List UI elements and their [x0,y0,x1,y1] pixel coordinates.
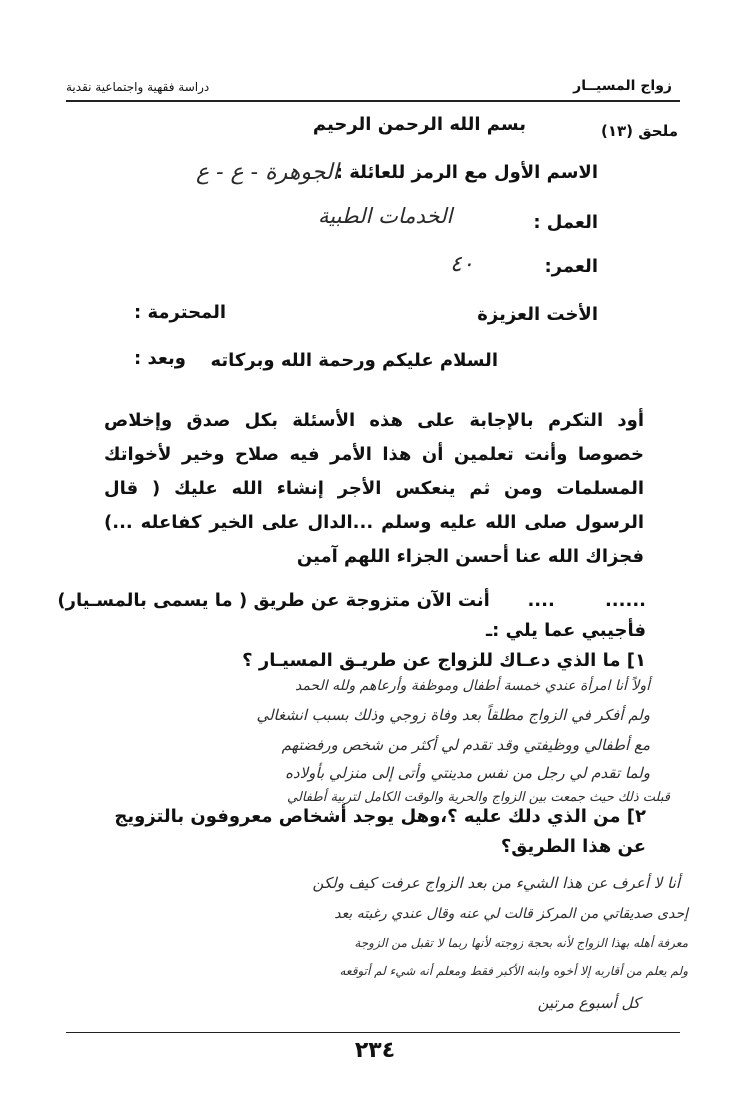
married-line-text: أنت الآن متزوجة عن طريق ( ما يسمى بالمسـيار) [57,590,490,611]
married-line-dots-mid: .... [527,590,555,611]
answer-prompt: فأجيبي عما يلي :ـ [485,620,646,641]
appendix-label: ملحق (١٣) [601,122,678,140]
page-number: ٢٣٤ [354,1038,396,1063]
basmala: بسم الله الرحمن الرحيم [312,114,526,135]
book-title: زواج المسيــار [573,78,672,94]
work-label: العمل : [533,212,598,233]
greeting-sister: الأخت العزيزة [477,304,598,325]
book-subtitle: دراسة فقهية واجتماعية نقدية [66,80,210,94]
q2-answer-line: إحدى صديقاتي من المركز قالت لي عنه وقال عندي رغبته بعد [334,906,688,922]
married-line-dots-right: ...... [604,590,646,611]
question-2-number: ٢] [626,806,646,827]
name-value-handwritten: الجوهرة - ع - ع [196,160,339,185]
intro-paragraph: أود التكرم بالإجابة على هذه الأسئلة بكل صدق وإخلاص خصوصا وأنت تعلمين أن هذا الأمر فيه صلاح وخير لأخواتك المسلمات ومن ثم ينعكس الأجر إنشاء الله عليك ( قال الرسول صلى الله عليه وسلم ...الدال على الخير كفاعله ...) فجزاك الله عنا أحسن الجزاء اللهم آمين [104,410,644,567]
greeting-respected: المحترمة : [134,302,227,323]
footer-rule [66,1032,680,1033]
q2-answer-line: أنا لا أعرف عن هذا الشيء من بعد الزواج عرفت كيف ولكن [312,874,680,892]
header-rule [66,100,680,102]
q1-answer-line: ولم أفكر في الزواج مطلقاً بعد وفاة زوجي وذلك بسبب انشغالي [256,706,650,724]
age-label: العمر: [544,256,598,277]
married-line [57,590,646,611]
question-1 [242,650,646,671]
q1-answer-line: أولاً أنا امرأة عندي خمسة أطفال وموظفة وأرعاهم ولله الحمد [294,678,650,694]
q1-answer-line: قبلت ذلك حيث جمعت بين الزواج والحرية والوقت الكامل لتربية أطفالي [287,790,670,805]
question-1-number: ١] [626,650,646,671]
question-2-text: من الذي دلك عليه ؟،وهل يوجد أشخاص معروفون بالتزويج عن هذا الطريق؟ [114,806,646,857]
work-value-handwritten: الخدمات الطبية [318,204,453,228]
q2-answer-line: معرفة أهله بهذا الزواج لأنه بحجة زوجته لأنها ربما لا تقبل من الزوجة [354,936,688,950]
q2-answer-line: كل أسبوع مرتين [537,994,640,1012]
q1-answer-line: ولما تقدم لي رجل من نفس مدينتي وأتى إلى منزلي بأولاده [285,764,650,782]
greeting-salam: السلام عليكم ورحمة الله وبركاته [210,350,498,371]
name-label: الاسم الأول مع الرمز للعائلة : [335,162,598,183]
q1-answer-line: مع أطفالي ووظيفتي وقد تقدم لي أكثر من شخص ورفضتهم [281,736,650,754]
q2-answer-line: ولم يعلم من أقاربه إلا أخوه وابنه الأكبر فقط ومعلم أنه شيء لم أتوقعه [339,964,688,978]
question-1-text: ما الذي دعـاك للزواج عن طريـق المسيـار ؟ [242,650,621,671]
greeting-baad: وبعد : [134,348,186,369]
question-2 [86,802,646,862]
age-value-handwritten: ٤٠ [450,252,474,277]
